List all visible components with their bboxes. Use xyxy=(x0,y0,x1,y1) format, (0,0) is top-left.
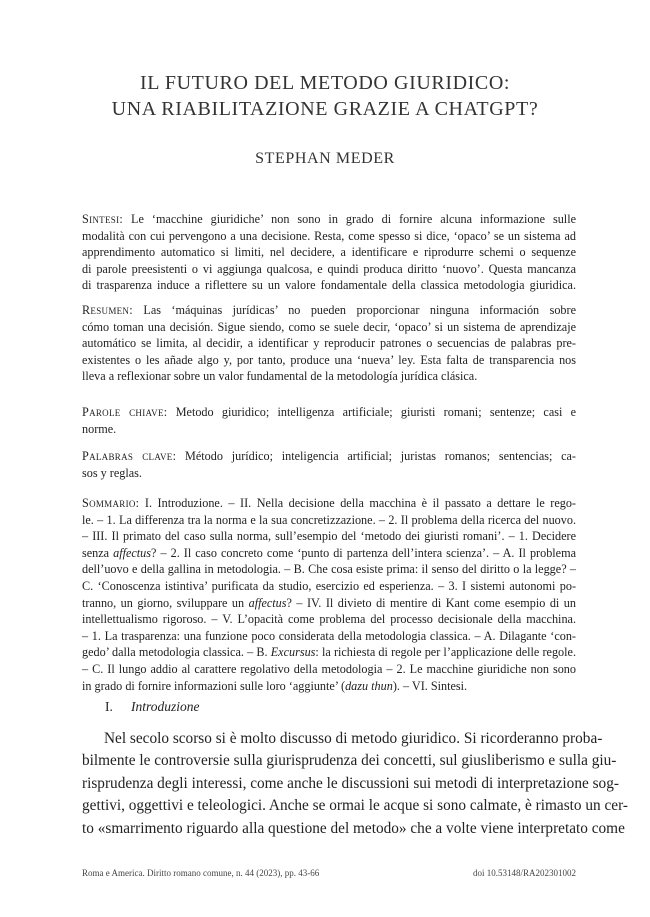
keywords-line: sos y reglas. xyxy=(82,465,142,480)
toc-line: le. – 1. La differenza tra la norma e la sua concretizzazione. – 2. Il problema della ricerca del nuovo. xyxy=(82,512,576,527)
abstract-spanish xyxy=(82,302,576,385)
keywords-italian xyxy=(82,404,576,437)
abstract-italian xyxy=(82,211,576,294)
body-line: bilmente le controversie sulla giurisprudenza dei concetti, sul giusliberismo e sulla giu- xyxy=(82,752,617,770)
body-line: Nel secolo scorso si è molto discusso di metodo giuridico. Si ricorderanno proba- xyxy=(104,730,603,747)
toc-line: – III. Il primato del caso sulla norma, sull’esempio del ‘metodo dei giuristi romani’. – 1. Decidere xyxy=(82,529,576,544)
abstract-line: cómo toman una decisión. Sigue siendo, como se suele decir, ‘opaco’ si un sistema de aprendizaje xyxy=(82,319,576,334)
author-name: STEPHAN MEDER xyxy=(255,150,395,167)
toc-line: C. ‘Conoscenza istintiva’ purificata da studio, esercizio ed esperienza. – 3. I sistemi autonomi po- xyxy=(82,578,576,593)
section-number: I. xyxy=(105,699,113,714)
abstract-line: Resumen: Las ‘máquinas jurídicas’ no pueden proporcionar ninguna información sobre xyxy=(82,303,576,317)
abstract-line: automático se limita, al decidir, a identificar y reproducir patrones o secuencias de palabras pre- xyxy=(82,336,576,351)
section-title: Introduzione xyxy=(131,699,200,714)
abstract-label: Resumen: xyxy=(82,303,133,317)
abstract-line: apprendimento automatico si limiti, nel decidere, a identificare e riprodurre schemi o sequenze xyxy=(82,245,576,260)
section-heading xyxy=(105,699,200,715)
body-line: gettivi, oggettivi e teleologici. Anche se ormai le acque si sono calmate, è rimasto un cer- xyxy=(82,797,628,815)
body-line: risprudenza degli interessi, come anche le discussioni sui metodi di interpretazione sog- xyxy=(82,774,619,792)
abstract-line: modalità con cui pervengono a una decisione. Resta, come spesso si dice, ‘opaco’ se un sistema ad xyxy=(82,228,576,243)
keywords-spanish xyxy=(82,448,576,481)
journal-citation: Roma e America. Diritto romano comune, n. 44 (2023), pp. 43-66 xyxy=(82,868,320,878)
toc-line: intellettualismo rigoroso. – V. L’opacità come problema del processo decisionale della macchina. xyxy=(82,612,576,627)
toc-line: in grado di fornire informazioni sulle loro ‘aggiunte’ (dazu thun). – VI. Sintesi. xyxy=(82,678,468,693)
abstract-label: Sintesi: xyxy=(82,212,124,226)
doi: doi 10.53148/RA202301002 xyxy=(472,868,576,878)
keywords-label: Palabras clave: xyxy=(82,449,177,463)
toc-line: dell’uovo e della gallina in metodologia. – B. Che cosa esiste prima: il senso del diritto o la legge? – xyxy=(82,562,576,577)
abstract-line: di trasparenza induce a riflettere su un valore fondamentale della classica metodologia giuridica. xyxy=(82,278,576,293)
toc-line: tranno, un giorno, sviluppare un affectus? – IV. Il divieto di mentire di Kant come esempio di un xyxy=(82,595,576,610)
abstract-line: lleva a reflexionar sobre un valor fundamental de la metodología jurídica clásica. xyxy=(82,369,478,384)
toc-line: senza affectus? – 2. Il caso concreto come ‘punto di partenza dell’intera scienza’. – A. Il problema xyxy=(82,545,576,560)
body-line: to «smarrimento riguardo alla questione del metodo» che a volte viene interpretato come xyxy=(82,819,625,837)
abstract-line: existentes o les añade algo y, por tanto, produce una ‘nueva’ ley. Esta falta de transparencia nos xyxy=(82,352,576,367)
title-line-1: IL FUTURO DEL METODO GIURIDICO: xyxy=(139,72,511,94)
toc-line: Sommario: I. Introduzione. – II. Nella decisione della macchina è il passato a dettare le rego- xyxy=(82,496,576,510)
keywords-line: Palabras clave: Método jurídico; inteligencia artificial; juristas romanos; sentencias; ca- xyxy=(82,449,576,463)
toc-label: Sommario: xyxy=(82,496,140,510)
toc-line: gedo’ dalla metodologia classica. – B. Excursus: la richiesta di regole per l’applicazione delle regole. xyxy=(82,645,576,660)
title-line-2: UNA RIABILITAZIONE GRAZIE A CHATGPT? xyxy=(111,98,539,120)
table-of-contents xyxy=(82,495,576,694)
paper-title xyxy=(60,70,590,122)
abstract-line: Sintesi: Le ‘macchine giuridiche’ non sono in grado di fornire alcuna informazione sulle xyxy=(82,212,576,226)
abstract-line: di parole preesistenti o vi aggiunga qualcosa, e quindi produca diritto ‘nuovo’. Questa mancanza xyxy=(82,261,576,276)
keywords-line: norme. xyxy=(82,421,117,436)
body-paragraph xyxy=(82,728,628,840)
keywords-line: Parole chiave: Metodo giuridico; intelligenza artificiale; giuristi romani; sentenze; casi e xyxy=(82,405,577,419)
toc-line: – C. Il lungo addio al carattere regolativo della metodologia – 2. Le macchine giuridiche non sono xyxy=(82,661,576,676)
toc-line: – 1. La trasparenza: una funzione poco considerata della metodologia classica. – A. Dilagante ‘con- xyxy=(82,628,576,643)
keywords-label: Parole chiave: xyxy=(82,405,168,419)
